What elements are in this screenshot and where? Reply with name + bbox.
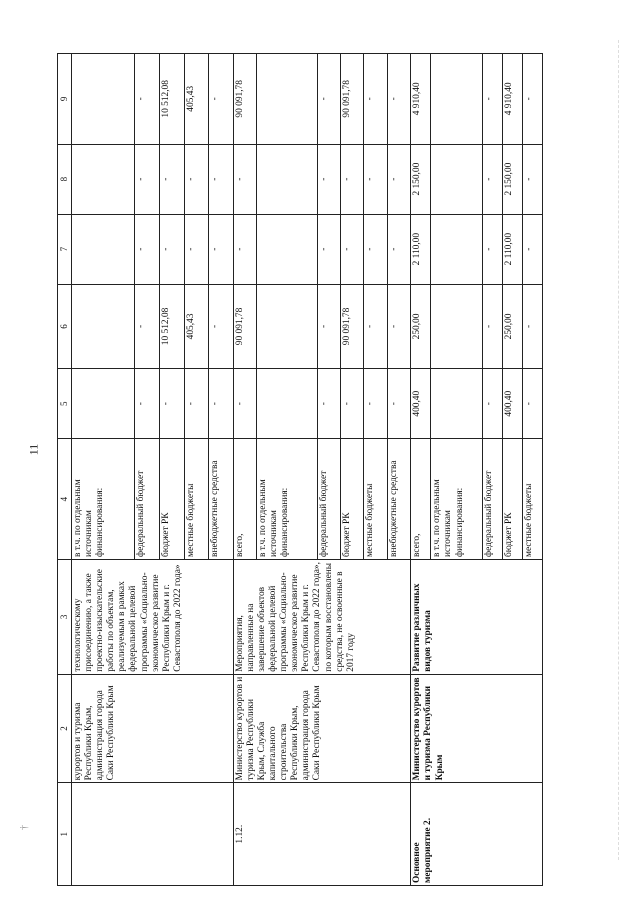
amount-cell xyxy=(431,284,483,369)
amount-cell: - xyxy=(135,369,160,439)
table-row xyxy=(233,54,256,886)
scan-edge-line xyxy=(618,40,619,860)
amount-cell: - xyxy=(522,369,542,439)
amount-cell: - xyxy=(482,214,502,284)
amount-cell: - xyxy=(340,214,363,284)
funding-source-cell: бюджет РК xyxy=(502,439,522,560)
col-header: 2 xyxy=(58,674,72,783)
amount-cell: 10 512,08 xyxy=(159,54,184,145)
amount-cell: - xyxy=(209,369,234,439)
funding-source-cell: всего, xyxy=(233,439,256,560)
amount-cell xyxy=(257,54,317,145)
rotated-table-wrapper xyxy=(57,53,543,886)
budget-table xyxy=(57,53,543,886)
amount-cell xyxy=(257,369,317,439)
amount-cell: - xyxy=(387,284,411,369)
amount-cell xyxy=(431,144,483,214)
amount-cell xyxy=(72,284,135,369)
amount-cell: 90 091,78 xyxy=(340,54,363,145)
amount-cell: - xyxy=(233,369,256,439)
amount-cell: - xyxy=(340,369,363,439)
table-row xyxy=(411,54,431,886)
funding-source-cell: федеральный бюджет xyxy=(317,439,340,560)
amount-cell: - xyxy=(135,214,160,284)
table-row xyxy=(72,54,135,886)
row-number-cell: Основное мероприятие 2. xyxy=(411,783,543,886)
amount-cell: - xyxy=(364,214,387,284)
page-number: 11 xyxy=(26,443,41,456)
amount-cell: 90 091,78 xyxy=(233,54,256,145)
amount-cell: - xyxy=(482,144,502,214)
amount-cell: - xyxy=(482,369,502,439)
amount-cell xyxy=(72,54,135,145)
amount-cell: - xyxy=(184,214,209,284)
col-header: 9 xyxy=(58,54,72,145)
amount-cell: - xyxy=(522,284,542,369)
amount-cell: - xyxy=(184,369,209,439)
amount-cell: - xyxy=(387,54,411,145)
amount-cell: - xyxy=(184,144,209,214)
amount-cell: - xyxy=(482,54,502,145)
amount-cell: - xyxy=(233,214,256,284)
measure-cell: Развитие различных видов туризма xyxy=(411,559,543,674)
executor-cell: курортов и туризма Республики Крым, администрация города Саки Республики Крым xyxy=(72,674,234,783)
amount-cell: - xyxy=(159,144,184,214)
amount-cell: 405,43 xyxy=(184,54,209,145)
row-number-cell xyxy=(72,783,234,886)
amount-cell xyxy=(72,144,135,214)
amount-cell: - xyxy=(233,144,256,214)
funding-source-cell: местные бюджеты xyxy=(364,439,387,560)
amount-cell: - xyxy=(364,54,387,145)
amount-cell: 2 110,00 xyxy=(502,214,522,284)
amount-cell xyxy=(431,54,483,145)
funding-source-cell: бюджет РК xyxy=(159,439,184,560)
col-header: 8 xyxy=(58,144,72,214)
funding-source-cell: внебюджетные средства xyxy=(387,439,411,560)
funding-source-cell: в т.ч. по отдельным источникам финансирования: xyxy=(431,439,483,560)
amount-cell xyxy=(257,284,317,369)
funding-source-cell: в т.ч. по отдельным источникам финансирования: xyxy=(72,439,135,560)
scan-mark: † xyxy=(19,825,30,830)
funding-source-cell: всего, xyxy=(411,439,431,560)
amount-cell xyxy=(431,214,483,284)
amount-cell xyxy=(431,369,483,439)
amount-cell: - xyxy=(340,144,363,214)
amount-cell: - xyxy=(135,54,160,145)
amount-cell: 90 091,78 xyxy=(233,284,256,369)
amount-cell: 2 110,00 xyxy=(411,214,431,284)
amount-cell xyxy=(72,369,135,439)
header-row xyxy=(58,54,72,886)
amount-cell: - xyxy=(482,284,502,369)
funding-source-cell: федеральный бюджет xyxy=(482,439,502,560)
amount-cell: - xyxy=(317,144,340,214)
amount-cell: 4 910,40 xyxy=(411,54,431,145)
funding-source-cell: в т.ч. по отдельным источникам финансирования: xyxy=(257,439,317,560)
amount-cell: 90 091,78 xyxy=(340,284,363,369)
amount-cell: 405,43 xyxy=(184,284,209,369)
col-header: 7 xyxy=(58,214,72,284)
amount-cell: - xyxy=(317,369,340,439)
measure-cell: технологическому присоединению, а также проектно-изыскательские работы по объектам, реализуемым в рамках федеральной целевой программы «Социально-экономическое развитие Республики Крым и г. Севастополя до 2022 года» xyxy=(72,559,234,674)
amount-cell xyxy=(257,214,317,284)
amount-cell: - xyxy=(522,214,542,284)
amount-cell xyxy=(72,214,135,284)
col-header: 4 xyxy=(58,439,72,560)
amount-cell: - xyxy=(209,284,234,369)
amount-cell: - xyxy=(209,144,234,214)
executor-cell: Министерство курортов и туризма Республики Крым xyxy=(411,674,543,783)
amount-cell: - xyxy=(387,144,411,214)
col-header: 5 xyxy=(58,369,72,439)
amount-cell: 10 512,08 xyxy=(159,284,184,369)
amount-cell: - xyxy=(387,369,411,439)
amount-cell: - xyxy=(387,214,411,284)
amount-cell: - xyxy=(159,369,184,439)
amount-cell: 250,00 xyxy=(411,284,431,369)
amount-cell: - xyxy=(364,369,387,439)
funding-source-cell: бюджет РК xyxy=(340,439,363,560)
measure-cell: Мероприятия, направленные на завершение объектов федеральной целевой программы «Социально-экономическое развитие Республики Крым и г. Севастополя до 2022 года», по которым восстановлены средства, не освоенные в 2017 году xyxy=(233,559,411,674)
col-header: 3 xyxy=(58,559,72,674)
amount-cell: - xyxy=(364,144,387,214)
col-header: 6 xyxy=(58,284,72,369)
amount-cell: 2 150,00 xyxy=(411,144,431,214)
amount-cell: 400,40 xyxy=(502,369,522,439)
row-number-cell: 1.12. xyxy=(233,783,411,886)
amount-cell: - xyxy=(209,214,234,284)
amount-cell xyxy=(257,144,317,214)
amount-cell: - xyxy=(135,284,160,369)
amount-cell: 250,00 xyxy=(502,284,522,369)
amount-cell: - xyxy=(135,144,160,214)
amount-cell: 400,40 xyxy=(411,369,431,439)
amount-cell: 2 150,00 xyxy=(502,144,522,214)
amount-cell: - xyxy=(522,144,542,214)
funding-source-cell: внебюджетные средства xyxy=(209,439,234,560)
amount-cell: 4 910,40 xyxy=(502,54,522,145)
amount-cell: - xyxy=(364,284,387,369)
amount-cell: - xyxy=(159,214,184,284)
funding-source-cell: местные бюджеты xyxy=(522,439,542,560)
funding-source-cell: федеральный бюджет xyxy=(135,439,160,560)
amount-cell: - xyxy=(209,54,234,145)
executor-cell: Министерство курортов и туризма Республики Крым, Служба капитального строительства Республики Крым, администрация города Саки Республики Крым xyxy=(233,674,411,783)
amount-cell: - xyxy=(317,284,340,369)
funding-source-cell: местные бюджеты xyxy=(184,439,209,560)
amount-cell: - xyxy=(522,54,542,145)
amount-cell: - xyxy=(317,54,340,145)
amount-cell: - xyxy=(317,214,340,284)
col-header: 1 xyxy=(58,783,72,886)
